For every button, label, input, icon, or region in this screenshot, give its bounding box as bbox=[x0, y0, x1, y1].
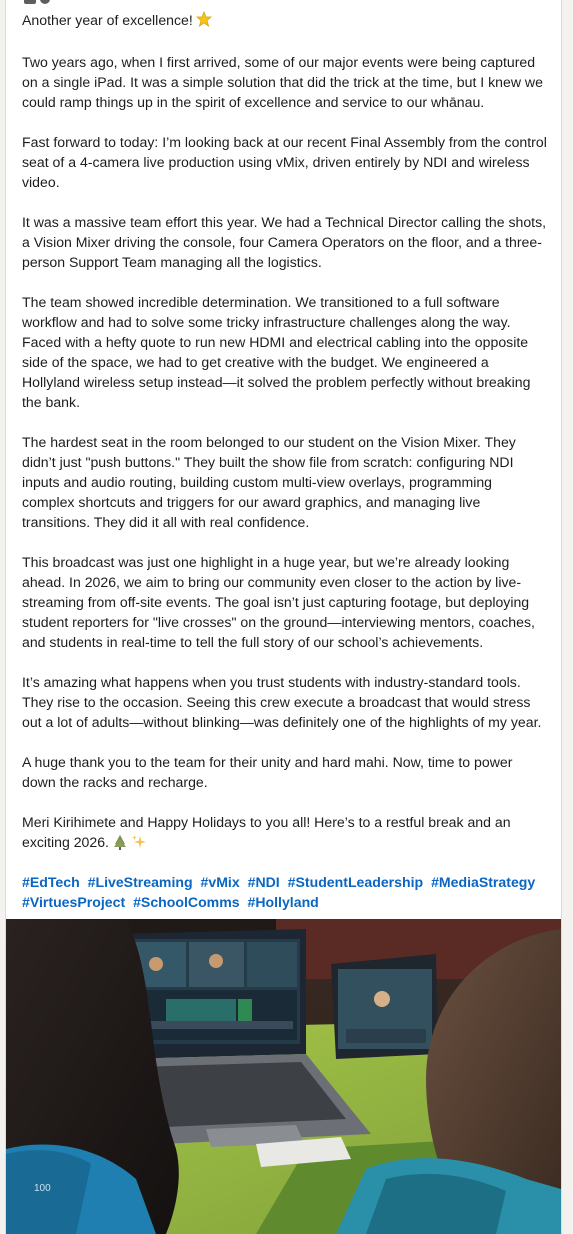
post-paragraph bbox=[22, 10, 547, 32]
avatar bbox=[40, 0, 50, 4]
hashtag-link[interactable]: #NDI bbox=[247, 874, 280, 890]
paragraph-text: Another year of excellence! bbox=[22, 12, 193, 28]
post-image[interactable] bbox=[6, 919, 561, 1234]
star-emoji-icon bbox=[196, 11, 212, 32]
post-paragraph bbox=[22, 812, 547, 855]
post-paragraph bbox=[22, 552, 547, 652]
hashtag-link[interactable]: #LiveStreaming bbox=[87, 874, 193, 890]
post-paragraph bbox=[22, 52, 547, 112]
hashtag-list bbox=[22, 872, 547, 912]
hashtag-link[interactable]: #StudentLeadership bbox=[287, 874, 424, 890]
hashtag-link[interactable]: #EdTech bbox=[22, 874, 80, 890]
post-card bbox=[5, 0, 562, 1234]
post-paragraph bbox=[22, 752, 547, 792]
post-paragraph bbox=[22, 212, 547, 272]
hashtag-link[interactable]: #vMix bbox=[200, 874, 240, 890]
students-at-laptop-photo bbox=[6, 919, 561, 1234]
paragraph-text: Two years ago, when I first arrived, some of our major events were being captured on a single iPad. It was a simple solution that did the trick at the time, but I knew we could ramp things up in the spirit of excellence and service to our whānau. bbox=[22, 54, 543, 110]
hashtag-link[interactable]: #Hollyland bbox=[247, 894, 319, 910]
paragraph-text: It was a massive team effort this year. We had a Technical Director calling the shots, a Vision Mixer driving the console, four Camera Operators on the floor, and a three-person Support Team managing all the logistics. bbox=[22, 214, 547, 270]
post-paragraph bbox=[22, 432, 547, 532]
hashtag-link[interactable]: #MediaStrategy bbox=[431, 874, 536, 890]
paragraph-text: It’s amazing what happens when you trust students with industry-standard tools. They rise to the occasion. Seeing this crew execute a broadcast that would stress out a lot of adults—without blinking—was definitely one of the highlights of my year. bbox=[22, 674, 542, 730]
post-paragraph bbox=[22, 292, 547, 412]
hashtag-link[interactable]: #VirtuesProject bbox=[22, 894, 126, 910]
paragraph-text: This broadcast was just one highlight in a huge year, but we’re already looking ahead. In 2026, we aim to bring our community even closer to the action by live-streaming from off-site events. The goal isn’t just capturing footage, but deploying student reporters for "live crosses" on the ground—interviewing mentors, coaches, and students in real-time to tell the full story of our school’s achievements. bbox=[22, 554, 535, 650]
sparkles-emoji-icon bbox=[131, 834, 147, 855]
christmas-tree-emoji-icon bbox=[113, 834, 127, 855]
hashtag-link[interactable]: #SchoolComms bbox=[133, 894, 240, 910]
paragraph-text: A huge thank you to the team for their unity and hard mahi. Now, time to power down the racks and recharge. bbox=[22, 754, 513, 790]
post-header-cutoff bbox=[6, 0, 561, 6]
reaction-icon bbox=[24, 0, 36, 4]
paragraph-text: Fast forward to today: I’m looking back at our recent Final Assembly from the control seat of a 4-camera live production using vMix, driven entirely by NDI and wireless video. bbox=[22, 134, 547, 190]
paragraph-text: The team showed incredible determination. We transitioned to a full software workflow and had to solve some tricky infrastructure challenges along the way. Faced with a hefty quote to run new HDMI and electrical cabling into the opposite side of the space, we had to get creative with the budget. We engineered a Hollyland wireless setup instead—it solved the problem perfectly without breaking the bank. bbox=[22, 294, 531, 410]
paragraph-text: Meri Kirihimete and Happy Holidays to you all! Here’s to a restful break and an exciting 2026. bbox=[22, 814, 511, 850]
post-paragraph bbox=[22, 672, 547, 732]
shirt-text: 100 bbox=[34, 1183, 51, 1194]
post-paragraph bbox=[22, 132, 547, 192]
post-body bbox=[22, 10, 547, 875]
paragraph-text: The hardest seat in the room belonged to our student on the Vision Mixer. They didn’t just "push buttons." They built the show file from scratch: configuring NDI inputs and audio routing, building custom multi-view overlays, programming complex shortcuts and triggers for our award graphics, and managing live transitions. They did it all with real confidence. bbox=[22, 434, 516, 530]
